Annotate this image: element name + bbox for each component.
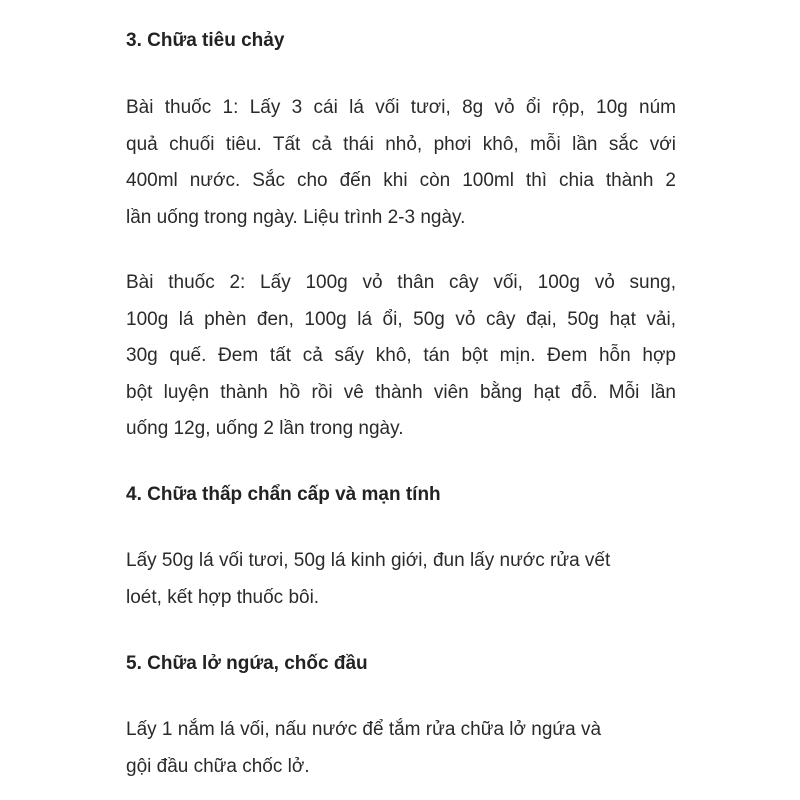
remedy-paragraph-4 [126, 712, 686, 785]
paragraph-line: Bài thuốc 1: Lấy 3 cái lá vối tươi, 8g vỏ ổi rộp, 10g núm [126, 97, 676, 118]
section-heading-3: 3. Chữa tiêu chảy [126, 30, 285, 51]
paragraph-line: quả chuối tiêu. Tất cả thái nhỏ, phơi khô, mỗi lần sắc với [126, 133, 676, 155]
paragraph-line: lần uống trong ngày. Liệu trình 2-3 ngày. [126, 206, 466, 228]
section-heading-4: 4. Chữa thấp chẩn cấp và mạn tính [126, 484, 441, 505]
paragraph-line: Lấy 1 nắm lá vối, nấu nước để tắm rửa chữa lở ngứa và [126, 719, 602, 740]
remedy-paragraph-3 [126, 543, 686, 616]
remedy-paragraph-2 [126, 265, 676, 448]
paragraph-line: gội đầu chữa chốc lở. [126, 755, 310, 777]
paragraph-line: 100g lá phèn đen, 100g lá ổi, 50g vỏ cây đại, 50g hạt vải, [126, 308, 676, 330]
paragraph-line: bột luyện thành hồ rồi vê thành viên bằng hạt đỗ. Mỗi lần [126, 381, 676, 403]
paragraph-line: 400ml nước. Sắc cho đến khi còn 100ml thì chia thành 2 [126, 170, 676, 191]
paragraph-line: Bài thuốc 2: Lấy 100g vỏ thân cây vối, 100g vỏ sung, [126, 272, 676, 293]
paragraph-line: Lấy 50g lá vối tươi, 50g lá kinh giới, đun lấy nước rửa vết [126, 550, 611, 571]
paragraph-line: uống 12g, uống 2 lần trong ngày. [126, 418, 404, 439]
section-heading-5: 5. Chữa lở ngứa, chốc đầu [126, 653, 368, 674]
paragraph-line: loét, kết hợp thuốc bôi. [126, 586, 320, 608]
paragraph-line: 30g quế. Đem tất cả sấy khô, tán bột mịn. Đem hỗn hợp [126, 345, 676, 366]
remedy-paragraph-1 [126, 90, 676, 236]
